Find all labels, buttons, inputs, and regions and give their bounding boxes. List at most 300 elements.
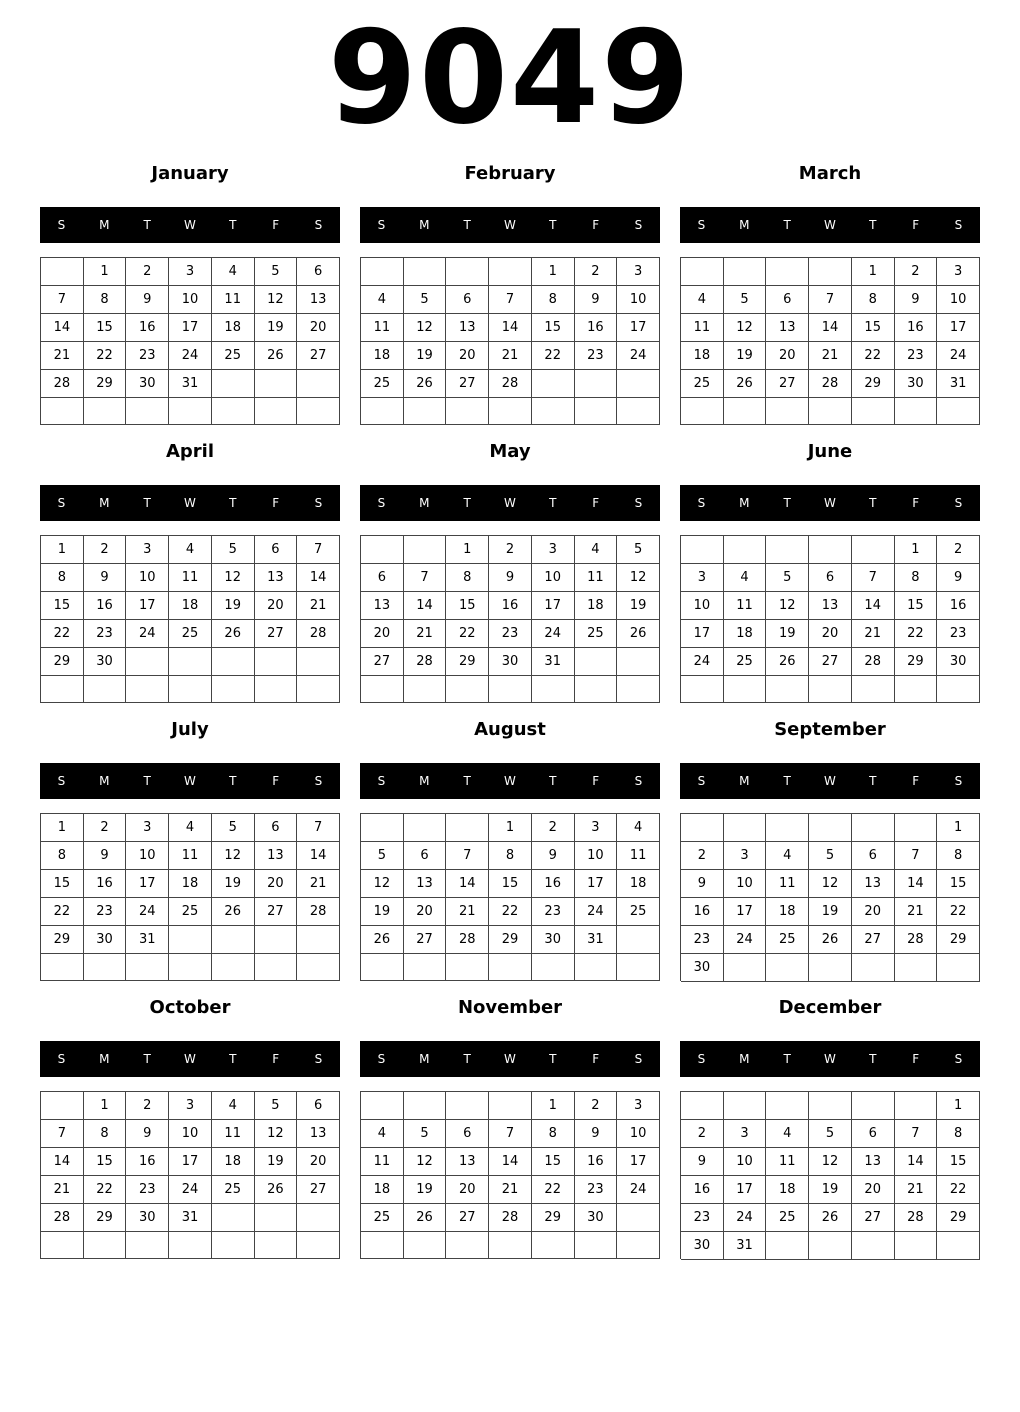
day-cell — [937, 954, 980, 982]
day-cell: 4 — [212, 1092, 255, 1120]
day-cell — [532, 398, 575, 425]
weekday-label: W — [824, 496, 836, 510]
day-cell — [404, 1092, 447, 1120]
day-cell: 1 — [532, 258, 575, 286]
day-cell — [809, 954, 852, 982]
weekday-label: W — [824, 774, 836, 788]
day-cell: 4 — [766, 842, 809, 870]
day-cell: 9 — [681, 870, 724, 898]
day-cell — [255, 370, 298, 398]
day-cell: 5 — [766, 564, 809, 592]
day-cell: 15 — [532, 1148, 575, 1176]
day-cell: 24 — [937, 342, 980, 370]
day-cell: 8 — [84, 286, 127, 314]
day-cell: 10 — [575, 842, 618, 870]
day-cell: 18 — [617, 870, 660, 898]
day-cell: 22 — [489, 898, 532, 926]
day-cell: 30 — [489, 648, 532, 676]
day-cell — [681, 536, 724, 564]
day-cell: 3 — [126, 814, 169, 842]
day-cell: 11 — [169, 564, 212, 592]
day-cell: 3 — [617, 1092, 660, 1120]
day-cell: 18 — [766, 898, 809, 926]
day-cell — [297, 370, 340, 398]
day-cell: 4 — [169, 536, 212, 564]
month-name: January — [151, 163, 229, 184]
day-cell — [937, 398, 980, 425]
day-cell: 7 — [809, 286, 852, 314]
day-cell: 21 — [489, 342, 532, 370]
day-cell — [489, 1232, 532, 1259]
day-cell: 26 — [766, 648, 809, 676]
day-cell: 14 — [895, 1148, 938, 1176]
day-cell: 21 — [446, 898, 489, 926]
day-cell: 5 — [404, 286, 447, 314]
day-cell: 7 — [489, 286, 532, 314]
weekday-label: T — [549, 218, 557, 232]
day-cell: 11 — [766, 870, 809, 898]
day-cell: 25 — [766, 1204, 809, 1232]
weekday-label: F — [592, 496, 600, 510]
weekday-header — [360, 763, 660, 799]
day-cell — [404, 814, 447, 842]
day-cell: 30 — [84, 648, 127, 676]
day-cell — [724, 536, 767, 564]
day-cell: 18 — [212, 314, 255, 342]
weekday-label: W — [184, 496, 196, 510]
weekday-label: S — [314, 774, 323, 788]
weekday-label: S — [954, 496, 963, 510]
day-cell: 20 — [255, 592, 298, 620]
weekday-label: W — [504, 774, 516, 788]
day-cell — [84, 954, 127, 981]
day-cell: 16 — [84, 592, 127, 620]
day-cell: 17 — [681, 620, 724, 648]
day-cell: 13 — [297, 1120, 340, 1148]
weekday-label: F — [912, 1052, 920, 1066]
day-cell: 30 — [937, 648, 980, 676]
day-cell: 20 — [766, 342, 809, 370]
day-cell: 18 — [169, 592, 212, 620]
day-cell: 18 — [766, 1176, 809, 1204]
day-cell: 26 — [404, 1204, 447, 1232]
weekday-label: M — [419, 218, 430, 232]
day-cell: 26 — [617, 620, 660, 648]
day-cell: 22 — [937, 1176, 980, 1204]
day-cell — [617, 398, 660, 425]
day-cell — [575, 370, 618, 398]
day-cell: 21 — [297, 870, 340, 898]
weekday-label: T — [229, 1052, 237, 1066]
weekday-label: S — [57, 774, 66, 788]
day-cell: 7 — [41, 1120, 84, 1148]
day-cell: 15 — [852, 314, 895, 342]
weekday-label: T — [783, 1052, 791, 1066]
weekday-label: T — [783, 496, 791, 510]
day-cell — [724, 814, 767, 842]
day-cell: 14 — [489, 1148, 532, 1176]
day-grid — [680, 535, 980, 703]
weekday-label: S — [634, 496, 643, 510]
day-cell: 29 — [532, 1204, 575, 1232]
day-cell: 12 — [212, 842, 255, 870]
day-cell: 5 — [255, 258, 298, 286]
weekday-header — [40, 763, 340, 799]
weekday-label: T — [783, 218, 791, 232]
day-cell — [212, 1232, 255, 1259]
day-cell: 17 — [724, 1176, 767, 1204]
day-cell: 13 — [255, 564, 298, 592]
day-cell: 10 — [724, 1148, 767, 1176]
day-cell: 22 — [532, 1176, 575, 1204]
weekday-header — [680, 485, 980, 521]
day-cell: 18 — [169, 870, 212, 898]
day-cell: 2 — [126, 258, 169, 286]
day-cell: 26 — [212, 898, 255, 926]
day-cell — [489, 954, 532, 981]
day-cell: 24 — [617, 1176, 660, 1204]
day-grid — [40, 1091, 340, 1259]
day-cell: 24 — [724, 926, 767, 954]
day-cell — [255, 676, 298, 703]
day-cell — [41, 398, 84, 425]
day-cell: 17 — [937, 314, 980, 342]
weekday-label: T — [229, 218, 237, 232]
day-cell: 2 — [489, 536, 532, 564]
day-cell: 7 — [489, 1120, 532, 1148]
day-cell: 12 — [766, 592, 809, 620]
day-cell: 2 — [937, 536, 980, 564]
day-cell: 8 — [489, 842, 532, 870]
day-cell: 4 — [361, 1120, 404, 1148]
day-cell — [297, 954, 340, 981]
day-cell: 17 — [532, 592, 575, 620]
day-cell: 29 — [41, 926, 84, 954]
day-cell: 12 — [255, 286, 298, 314]
day-cell: 8 — [41, 842, 84, 870]
day-cell: 24 — [681, 648, 724, 676]
day-cell — [724, 258, 767, 286]
weekday-label: W — [504, 496, 516, 510]
day-grid — [680, 257, 980, 425]
day-cell: 21 — [852, 620, 895, 648]
day-cell — [255, 1232, 298, 1259]
day-cell: 4 — [681, 286, 724, 314]
day-cell: 1 — [489, 814, 532, 842]
day-cell: 23 — [84, 620, 127, 648]
day-cell: 27 — [446, 370, 489, 398]
day-cell: 25 — [212, 342, 255, 370]
weekday-label: M — [739, 1052, 750, 1066]
day-cell: 15 — [41, 870, 84, 898]
day-cell: 9 — [84, 564, 127, 592]
day-cell: 4 — [212, 258, 255, 286]
weekday-label: S — [57, 496, 66, 510]
day-cell — [169, 676, 212, 703]
day-cell: 12 — [809, 1148, 852, 1176]
weekday-label: S — [697, 218, 706, 232]
day-cell: 17 — [126, 870, 169, 898]
day-cell: 26 — [255, 342, 298, 370]
day-cell — [212, 926, 255, 954]
day-cell — [895, 676, 938, 703]
day-cell: 19 — [809, 898, 852, 926]
weekday-label: T — [143, 496, 151, 510]
weekday-label: M — [419, 774, 430, 788]
weekday-label: M — [99, 1052, 110, 1066]
day-cell: 27 — [852, 1204, 895, 1232]
day-cell: 18 — [361, 342, 404, 370]
day-cell: 6 — [766, 286, 809, 314]
day-cell — [41, 676, 84, 703]
day-cell: 4 — [766, 1120, 809, 1148]
day-cell: 1 — [41, 814, 84, 842]
day-cell: 14 — [41, 314, 84, 342]
day-cell: 3 — [617, 258, 660, 286]
day-cell: 20 — [297, 314, 340, 342]
day-cell — [84, 398, 127, 425]
day-cell: 24 — [169, 1176, 212, 1204]
weekday-header — [360, 1041, 660, 1077]
day-cell: 3 — [169, 258, 212, 286]
day-cell — [852, 676, 895, 703]
month-name: June — [807, 441, 853, 462]
day-cell: 15 — [446, 592, 489, 620]
day-cell: 22 — [84, 1176, 127, 1204]
day-cell: 7 — [446, 842, 489, 870]
day-cell — [126, 954, 169, 981]
day-cell: 6 — [255, 536, 298, 564]
weekday-label: W — [184, 774, 196, 788]
day-cell: 26 — [212, 620, 255, 648]
day-cell — [446, 258, 489, 286]
day-cell: 15 — [84, 1148, 127, 1176]
day-cell: 22 — [446, 620, 489, 648]
day-cell: 19 — [255, 314, 298, 342]
day-cell: 31 — [532, 648, 575, 676]
day-cell: 11 — [212, 286, 255, 314]
day-cell: 10 — [724, 870, 767, 898]
day-cell: 5 — [212, 814, 255, 842]
day-cell — [404, 676, 447, 703]
day-cell: 17 — [617, 1148, 660, 1176]
day-cell: 12 — [404, 314, 447, 342]
day-cell: 31 — [169, 370, 212, 398]
day-cell: 22 — [41, 898, 84, 926]
day-cell: 27 — [255, 898, 298, 926]
day-cell: 28 — [297, 898, 340, 926]
day-cell — [169, 398, 212, 425]
day-cell: 19 — [617, 592, 660, 620]
day-cell: 28 — [41, 370, 84, 398]
weekday-label: T — [463, 496, 471, 510]
day-cell — [297, 398, 340, 425]
weekday-label: F — [272, 774, 280, 788]
day-cell: 11 — [766, 1148, 809, 1176]
day-cell: 25 — [169, 898, 212, 926]
day-cell: 28 — [852, 648, 895, 676]
day-cell: 21 — [297, 592, 340, 620]
day-cell: 6 — [297, 258, 340, 286]
weekday-header — [680, 763, 980, 799]
day-cell: 26 — [809, 926, 852, 954]
day-cell — [809, 398, 852, 425]
day-cell: 28 — [404, 648, 447, 676]
day-cell: 18 — [681, 342, 724, 370]
day-cell: 29 — [41, 648, 84, 676]
weekday-label: T — [869, 1052, 877, 1066]
weekday-label: W — [184, 218, 196, 232]
day-cell: 4 — [169, 814, 212, 842]
day-cell: 23 — [126, 342, 169, 370]
day-cell — [681, 676, 724, 703]
day-cell: 15 — [937, 1148, 980, 1176]
day-cell: 27 — [809, 648, 852, 676]
month-name: July — [171, 719, 209, 740]
day-cell: 8 — [852, 286, 895, 314]
day-cell: 25 — [575, 620, 618, 648]
day-cell: 20 — [404, 898, 447, 926]
day-cell: 1 — [84, 258, 127, 286]
day-cell: 19 — [212, 592, 255, 620]
day-cell: 11 — [575, 564, 618, 592]
day-cell — [84, 1232, 127, 1259]
day-cell — [852, 1232, 895, 1260]
weekday-label: S — [57, 1052, 66, 1066]
day-cell: 7 — [852, 564, 895, 592]
day-grid — [360, 1091, 660, 1259]
day-cell — [852, 536, 895, 564]
day-cell: 31 — [575, 926, 618, 954]
day-cell — [766, 814, 809, 842]
day-cell: 25 — [361, 1204, 404, 1232]
day-cell: 16 — [532, 870, 575, 898]
day-cell: 28 — [895, 1204, 938, 1232]
day-cell — [489, 1092, 532, 1120]
day-cell: 2 — [895, 258, 938, 286]
day-cell — [446, 814, 489, 842]
day-cell: 18 — [724, 620, 767, 648]
day-cell: 16 — [126, 314, 169, 342]
day-cell: 20 — [446, 342, 489, 370]
day-cell — [404, 258, 447, 286]
weekday-label: T — [229, 774, 237, 788]
day-cell — [297, 648, 340, 676]
day-cell: 13 — [446, 314, 489, 342]
day-cell: 31 — [169, 1204, 212, 1232]
weekday-label: S — [954, 1052, 963, 1066]
day-cell: 11 — [617, 842, 660, 870]
month-name: March — [798, 163, 862, 184]
day-cell: 2 — [575, 258, 618, 286]
day-cell — [361, 536, 404, 564]
day-cell: 6 — [404, 842, 447, 870]
day-cell: 6 — [361, 564, 404, 592]
day-cell: 25 — [681, 370, 724, 398]
weekday-label: S — [314, 1052, 323, 1066]
day-cell: 31 — [724, 1232, 767, 1260]
day-cell — [852, 814, 895, 842]
day-cell: 28 — [895, 926, 938, 954]
day-cell: 16 — [489, 592, 532, 620]
day-cell: 29 — [446, 648, 489, 676]
day-cell: 25 — [724, 648, 767, 676]
day-cell: 8 — [532, 1120, 575, 1148]
weekday-label: W — [504, 218, 516, 232]
day-cell: 5 — [809, 1120, 852, 1148]
day-cell: 2 — [126, 1092, 169, 1120]
day-cell — [446, 398, 489, 425]
day-cell — [489, 258, 532, 286]
weekday-label: M — [739, 774, 750, 788]
day-cell: 5 — [255, 1092, 298, 1120]
month-name: October — [149, 997, 231, 1018]
day-cell — [809, 676, 852, 703]
day-cell: 31 — [126, 926, 169, 954]
day-cell — [617, 648, 660, 676]
day-cell — [255, 398, 298, 425]
weekday-label: F — [912, 496, 920, 510]
day-cell: 26 — [404, 370, 447, 398]
day-cell — [169, 648, 212, 676]
weekday-label: F — [592, 774, 600, 788]
day-cell — [809, 1092, 852, 1120]
day-cell: 1 — [446, 536, 489, 564]
weekday-label: S — [57, 218, 66, 232]
day-cell: 1 — [84, 1092, 127, 1120]
day-cell — [404, 536, 447, 564]
month-name: September — [774, 719, 886, 740]
day-cell: 8 — [84, 1120, 127, 1148]
weekday-label: W — [824, 1052, 836, 1066]
weekday-label: W — [824, 218, 836, 232]
day-cell — [297, 1232, 340, 1259]
day-cell — [255, 926, 298, 954]
day-cell: 11 — [361, 314, 404, 342]
day-cell: 5 — [809, 842, 852, 870]
day-cell — [169, 926, 212, 954]
day-cell: 8 — [895, 564, 938, 592]
day-cell — [681, 398, 724, 425]
day-cell: 20 — [255, 870, 298, 898]
day-cell: 21 — [895, 898, 938, 926]
weekday-label: M — [99, 774, 110, 788]
day-cell — [126, 1232, 169, 1259]
day-cell — [361, 1232, 404, 1259]
month-name: April — [165, 441, 215, 462]
weekday-label: F — [912, 774, 920, 788]
day-cell: 11 — [169, 842, 212, 870]
day-cell — [575, 648, 618, 676]
day-cell: 1 — [41, 536, 84, 564]
day-cell: 7 — [404, 564, 447, 592]
day-cell: 13 — [404, 870, 447, 898]
weekday-label: S — [377, 1052, 386, 1066]
day-cell: 13 — [255, 842, 298, 870]
day-cell: 25 — [169, 620, 212, 648]
day-cell — [212, 954, 255, 981]
day-cell — [212, 370, 255, 398]
day-cell: 29 — [489, 926, 532, 954]
day-cell: 29 — [84, 1204, 127, 1232]
day-cell: 18 — [212, 1148, 255, 1176]
day-cell: 30 — [84, 926, 127, 954]
weekday-label: S — [377, 774, 386, 788]
day-cell: 24 — [724, 1204, 767, 1232]
day-grid — [360, 257, 660, 425]
day-cell — [937, 1232, 980, 1260]
day-cell — [724, 676, 767, 703]
